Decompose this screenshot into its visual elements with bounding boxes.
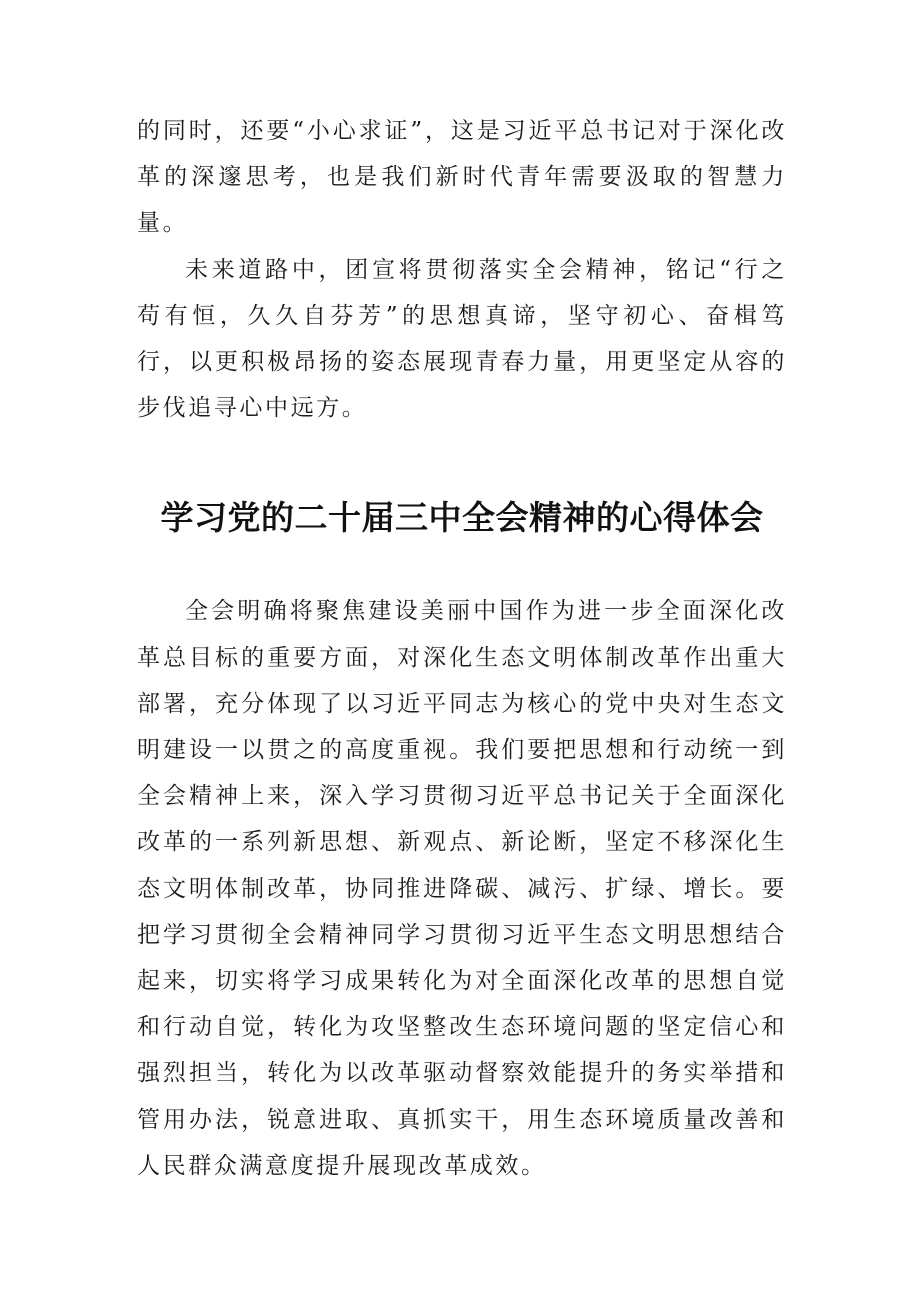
continued-paragraph: 的同时，还要“小心求证”，这是习近平总书记对于深化改革的深邃思考，也是我们新时代青年需要汲取的智慧力量。 [137,118,787,237]
section-title: 学习党的二十届三中全会精神的心得体会 [160,498,764,538]
closing-paragraph: 未来道路中，团宣将贯彻落实全会精神，铭记“行之苟有恒，久久自芬芳”的思想真谛，坚守初心、奋楫笃行，以更积极昂扬的姿态展现青春力量，用更坚定从容的步伐追寻心中远方。 [137,256,787,422]
document-content [137,108,787,1189]
body-paragraph: 全会明确将聚焦建设美丽中国作为进一步全面深化改革总目标的重要方面，对深化生态文明体制改革作出重大部署，充分体现了以习近平同志为核心的党中央对生态文明建设一以贯之的高度重视。我们要把思想和行动统一到全会精神上来，深入学习贯彻习近平总书记关于全面深化改革的一系列新思想、新观点、新论断，坚定不移深化生态文明体制改革，协同推进降碳、减污、扩绿、增长。要把学习贯彻全会精神同学习贯彻习近平生态文明思想结合起来，切实将学习成果转化为对全面深化改革的思想自觉和行动自觉，转化为攻坚整改生态环境问题的坚定信心和强烈担当，转化为以改革驱动督察效能提升的务实举措和管用办法，锐意进取、真抓实干，用生态环境质量改善和人民群众满意度提升展现改革成效。 [137,598,787,1179]
spacer [137,540,787,588]
spacer [137,431,787,496]
